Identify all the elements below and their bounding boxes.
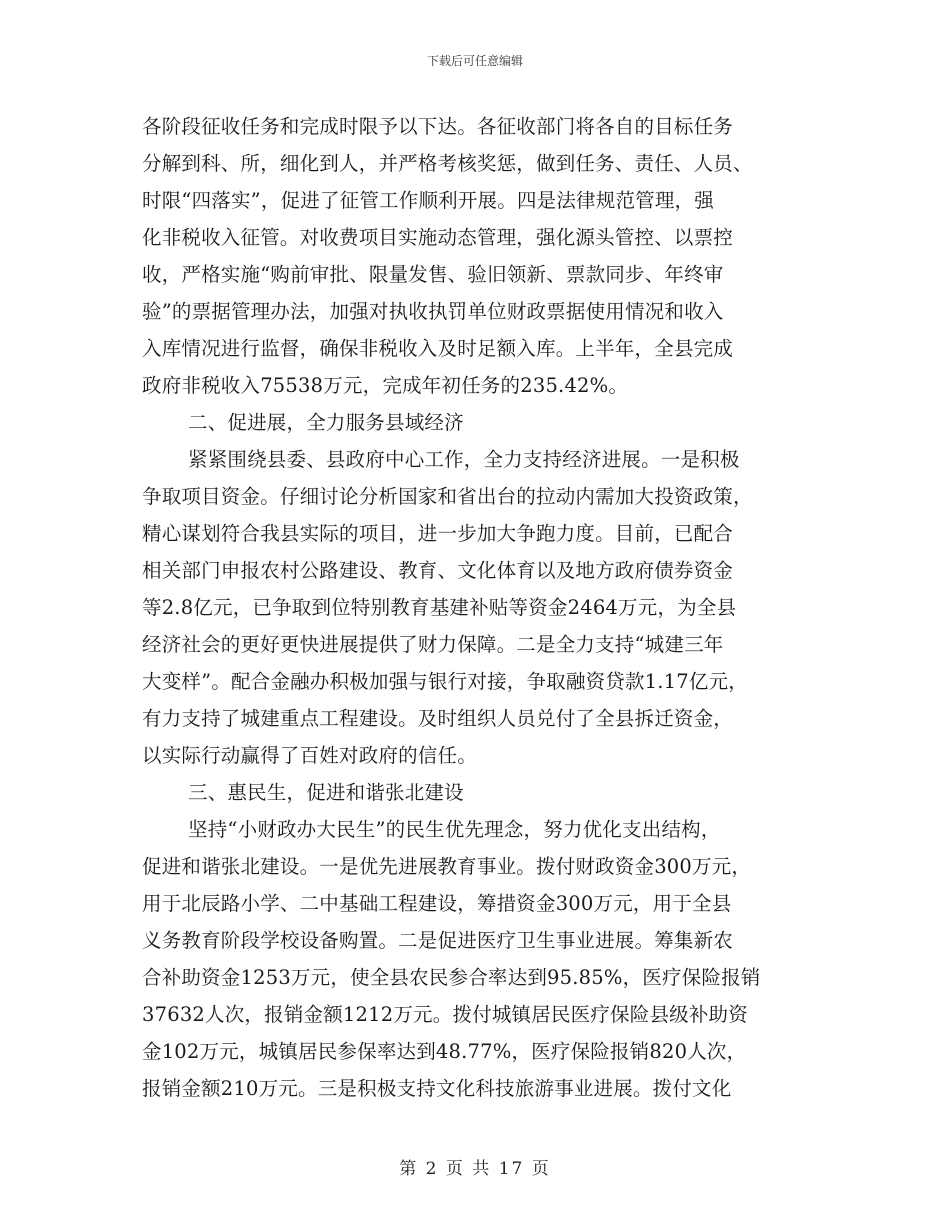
text-line: 义务教育阶段学校设备购置。二是促进医疗卫生事业进展。筹集新农 bbox=[142, 929, 734, 952]
page-footer: 第 2 页 共 17 页 bbox=[399, 1159, 551, 1179]
text-line: 分解到科、所，细化到人，并严格考核奖惩，做到任务、责任、人员、 bbox=[142, 152, 753, 175]
text-line: 金102万元，城镇居民参保率达到48.77%，医疗保险报销820人次， bbox=[142, 1040, 747, 1063]
text-line: 用于北辰路小学、二中基础工程建设，筹措资金300万元，用于全县 bbox=[142, 892, 732, 915]
text-line: 争取项目资金。仔细讨论分析国家和省出台的拉动内需加大投资政策， bbox=[142, 485, 753, 508]
text-line: 报销金额210万元。三是积极支持文化科技旅游事业进展。拨付文化 bbox=[142, 1077, 732, 1100]
text-line: 合补助资金1253万元，使全县农民参合率达到95.85%，医疗保险报销 bbox=[142, 966, 761, 989]
text-line: 化非税收入征管。对收费项目实施动态管理，强化源头管控、以票控 bbox=[142, 226, 734, 249]
text-line: 37632人次，报销金额1212万元。拨付城镇居民医疗保险县级补助资 bbox=[142, 1003, 748, 1026]
text-line: 验”的票据管理办法，加强对执收执罚单位财政票据使用情况和收入 bbox=[142, 300, 724, 323]
text-line: 以实际行动赢得了百姓对政府的信任。 bbox=[142, 744, 477, 767]
text-line: 等2.8亿元，已争取到位特别教育基建补贴等资金2464万元，为全县 bbox=[142, 596, 737, 619]
text-line: 各阶段征收任务和完成时限予以下达。各征收部门将各自的目标任务 bbox=[142, 115, 734, 138]
text-line: 坚持“小财政办大民生”的民生优先理念，努力优化支出结构， bbox=[188, 818, 721, 841]
text-line: 有力支持了城建重点工程建设。及时组织人员兑付了全县拆迁资金， bbox=[142, 707, 734, 730]
text-line: 时限“四落实”，促进了征管工作顺利开展。四是法律规范管理，强 bbox=[142, 189, 714, 212]
page-header: 下载后可任意编辑 bbox=[426, 54, 523, 68]
text-line: 经济社会的更好更快进展提供了财力保障。二是全力支持“城建三年 bbox=[142, 633, 724, 656]
text-line: 收，严格实施“购前审批、限量发售、验旧领新、票款同步、年终审 bbox=[142, 263, 724, 286]
text-line: 政府非税收入75538万元，完成年初任务的235.42%。 bbox=[142, 374, 629, 397]
document-body bbox=[142, 108, 812, 1107]
text-line: 大变样”。配合金融办积极加强与银行对接，争取融资贷款1.17亿元， bbox=[142, 670, 748, 693]
text-line: 精心谋划符合我县实际的项目，进一步加大争跑力度。目前，已配合 bbox=[142, 522, 734, 545]
text-line: 相关部门申报农村公路建设、教育、文化体育以及地方政府债券资金 bbox=[142, 559, 734, 582]
text-line: 入库情况进行监督，确保非税收入及时足额入库。上半年，全县完成 bbox=[142, 337, 734, 360]
section-heading: 二、促进展，全力服务县域经济 bbox=[188, 411, 464, 434]
text-line: 紧紧围绕县委、县政府中心工作，全力支持经济进展。一是积极 bbox=[188, 448, 740, 471]
section-heading: 三、惠民生，促进和谐张北建设 bbox=[188, 781, 464, 804]
text-line: 促进和谐张北建设。一是优先进展教育事业。拨付财政资金300万元， bbox=[142, 855, 752, 878]
